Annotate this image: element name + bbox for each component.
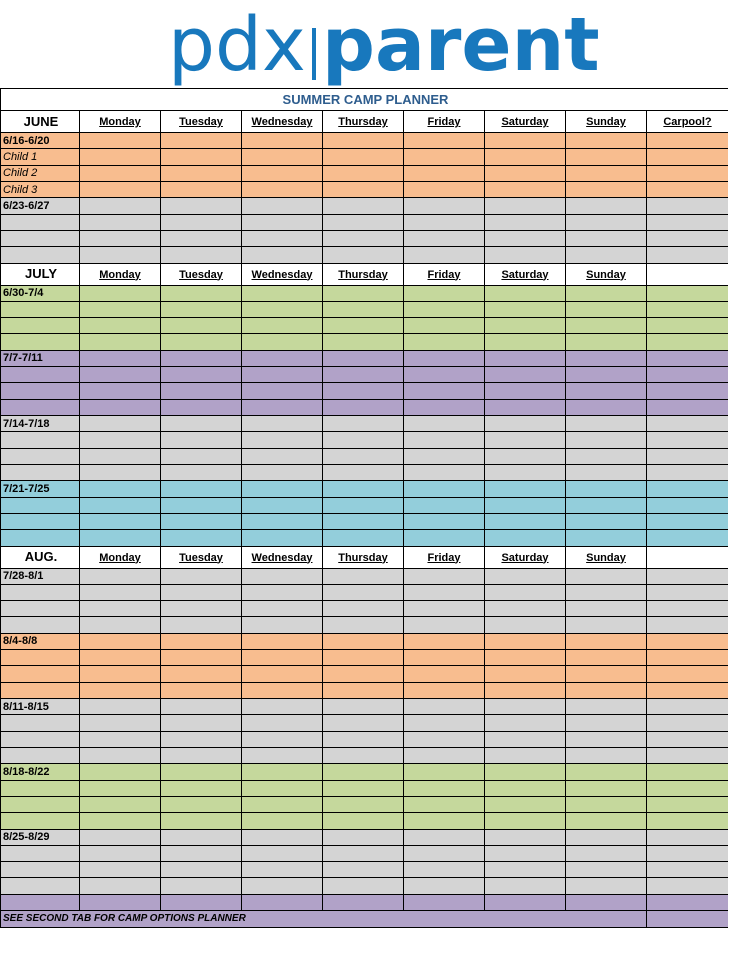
logo-pdx-text: pdx [168,2,306,88]
child-row [1,247,729,263]
child-row [1,747,729,763]
child-row [1,796,729,812]
day-header-wednesday: Wednesday [242,263,323,285]
footer-row [1,911,729,928]
child-row [1,682,729,698]
week-label: 8/4-8/8 [1,633,80,649]
week-label: 8/18-8/22 [1,764,80,780]
day-header-friday: Friday [404,111,485,133]
day-header-monday: Monday [80,546,161,568]
day-header-sunday: Sunday [566,546,647,568]
child-row [1,334,729,350]
week-label: 6/23-6/27 [1,198,80,214]
day-header-saturday: Saturday [485,546,566,568]
child-row [1,230,729,246]
logo-divider [312,28,316,80]
child-row [1,367,729,383]
week-row [1,198,729,214]
planner-title: SUMMER CAMP PLANNER [1,89,729,111]
week-label: 7/7-7/11 [1,350,80,366]
day-header-sunday: Sunday [566,111,647,133]
logo-parent-text: parent [322,2,600,88]
child-row [1,715,729,731]
child-row [1,214,729,230]
day-header-saturday: Saturday [485,263,566,285]
week-label: 8/11-8/15 [1,699,80,715]
day-header-tuesday: Tuesday [161,111,242,133]
summer-camp-planner-table [0,88,729,928]
child-row [1,845,729,861]
day-header-wednesday: Wednesday [242,111,323,133]
child-row [1,513,729,529]
child-row [1,780,729,796]
week-row [1,416,729,432]
day-header-empty [647,546,729,568]
week-row [1,350,729,366]
day-header-thursday: Thursday [323,111,404,133]
child-row [1,650,729,666]
child-row [1,399,729,415]
planner-title-row [1,89,729,111]
child-row [1,497,729,513]
day-header-thursday: Thursday [323,263,404,285]
month-label-aug: AUG. [1,546,80,568]
footer-note: SEE SECOND TAB FOR CAMP OPTIONS PLANNER [1,911,647,928]
week-label: 6/30-7/4 [1,285,80,301]
child-row [1,813,729,829]
month-header-june [1,111,729,133]
child-row [1,448,729,464]
week-label: 8/25-8/29 [1,829,80,845]
month-header-aug [1,546,729,568]
week-row [1,133,729,149]
day-header-wednesday: Wednesday [242,546,323,568]
child-row [1,530,729,546]
week-row [1,829,729,845]
spacer-row [1,894,729,910]
day-header-friday: Friday [404,263,485,285]
child-row [1,601,729,617]
child-row [1,165,729,181]
child-row [1,731,729,747]
child-label: Child 3 [1,181,80,197]
week-label: 7/14-7/18 [1,416,80,432]
child-row [1,666,729,682]
child-row [1,318,729,334]
day-header-sunday: Sunday [566,263,647,285]
month-label-july: JULY [1,263,80,285]
child-row [1,862,729,878]
week-row [1,699,729,715]
day-header-monday: Monday [80,111,161,133]
day-header-tuesday: Tuesday [161,263,242,285]
day-header-friday: Friday [404,546,485,568]
child-row [1,181,729,197]
week-row [1,481,729,497]
child-label: Child 1 [1,149,80,165]
day-header-thursday: Thursday [323,546,404,568]
week-label: 7/21-7/25 [1,481,80,497]
child-row [1,432,729,448]
day-header-empty [647,263,729,285]
month-header-july [1,263,729,285]
month-label-june: JUNE [1,111,80,133]
week-row [1,633,729,649]
child-row [1,301,729,317]
child-row [1,878,729,894]
week-label: 6/16-6/20 [1,133,80,149]
week-row [1,568,729,584]
day-header-carpool: Carpool? [647,111,729,133]
week-row [1,285,729,301]
pdxparent-logo [0,0,730,88]
child-label: Child 2 [1,165,80,181]
day-header-monday: Monday [80,263,161,285]
child-row [1,617,729,633]
day-header-tuesday: Tuesday [161,546,242,568]
child-row [1,584,729,600]
child-row [1,383,729,399]
week-label: 7/28-8/1 [1,568,80,584]
child-row [1,464,729,480]
week-row [1,764,729,780]
child-row [1,149,729,165]
day-header-saturday: Saturday [485,111,566,133]
